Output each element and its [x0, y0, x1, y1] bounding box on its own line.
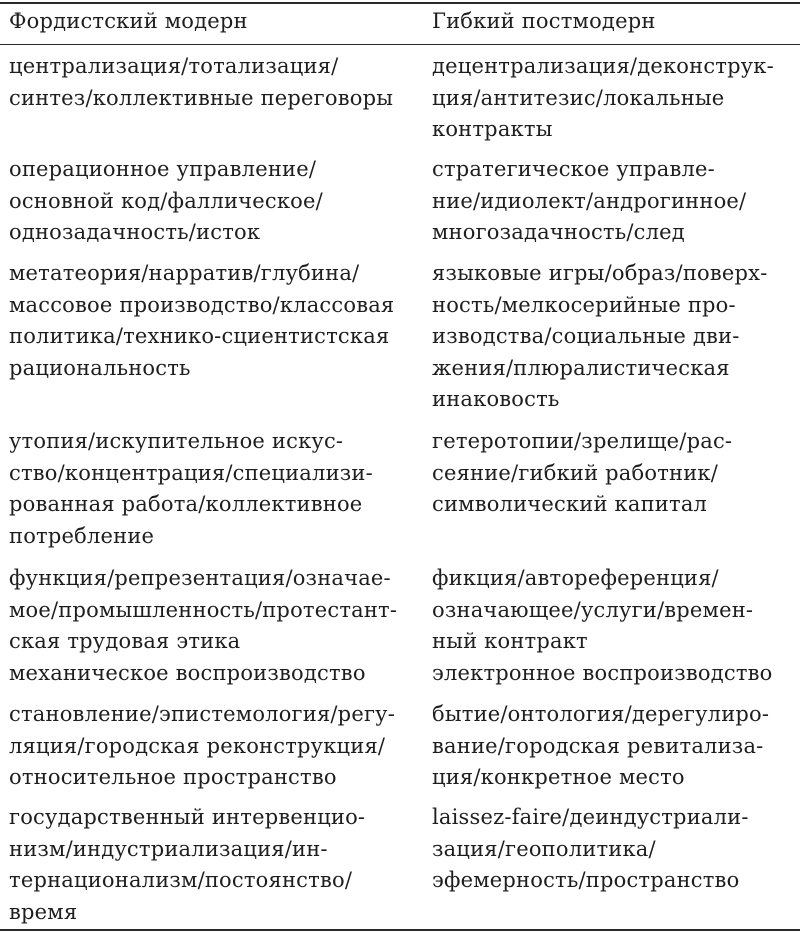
row-6-right: бытие/онтология/дерегулиро- вание/городская ревитализа- ция/конкретное место [432, 702, 770, 790]
header-rule [0, 44, 800, 45]
row-2-left: операционное управление/ основной код/фаллическое/ однозадачность/исток [9, 157, 323, 245]
row-4-right: гетеротопии/зрелище/рас- сеяние/гибкий работник/ символический капитал [432, 429, 733, 517]
row-2-right: стратегическое управле- ние/идиолект/андрогинное/ многозадачность/след [432, 157, 747, 245]
row-5-right: фикция/автореференция/ означающее/услуги/времен- ный контракт электронное воспроизводство [432, 566, 773, 685]
row-3-left: метатеория/нарратив/глубина/ массовое производство/классовая политика/технико-сциентистская рациональность [9, 261, 395, 380]
row-1-left: централизация/тотализация/ синтез/коллективные переговоры [9, 54, 394, 110]
bottom-rule [0, 929, 800, 931]
row-4-left: утопия/искупительное искус- ство/концентрация/специализи- рованная работа/коллективное потребление [9, 429, 373, 548]
row-6-left: становление/эпистемология/регу- ляция/городская реконструкция/ относительное пространство [9, 702, 395, 790]
row-7-left: государственный интервенцио- низм/индустриализация/ин- тернационализм/постоянство/ время [9, 805, 366, 924]
row-7-right: laissez-faire/деиндустриали- зация/геополитика/ эфемерность/пространство [432, 805, 749, 893]
header-left: Фордистский модерн [9, 9, 248, 33]
row-3-right: языковые игры/образ/поверх- ность/мелкосерийные про- изводства/социальные дви- жения/плюралистическая инаковость [432, 261, 768, 412]
top-rule [0, 2, 800, 4]
row-1-right: децентрализация/деконструк- ция/антитезис/локальные контракты [432, 54, 774, 142]
row-5-left: функция/репрезентация/означае- мое/промышленность/протестант- ская трудовая этика механическое воспроизводство [9, 566, 398, 685]
header-right: Гибкий постмодерн [432, 9, 656, 33]
